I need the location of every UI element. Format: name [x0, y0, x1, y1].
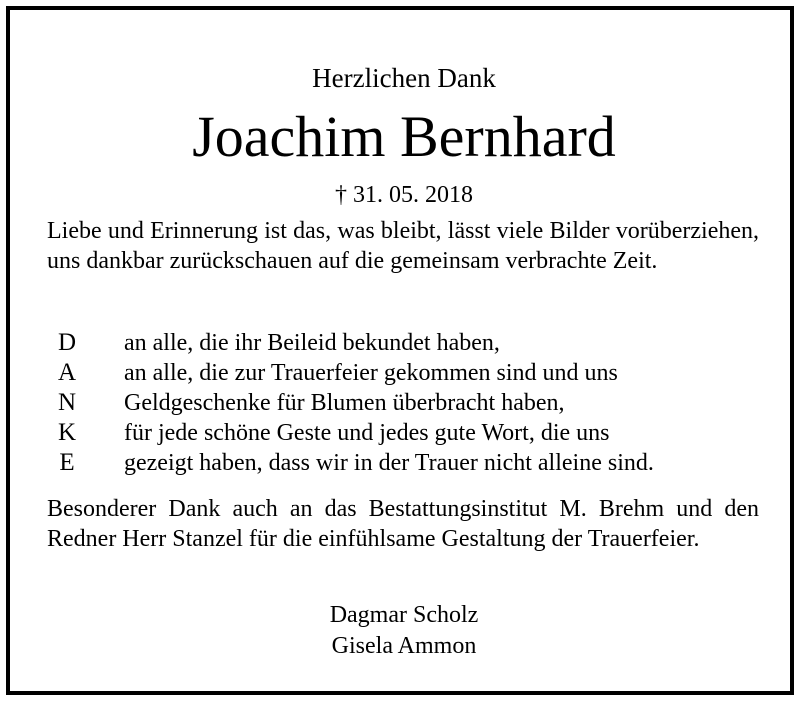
danke-letter: K	[57, 419, 77, 446]
signer-name: Dagmar Scholz	[329, 602, 479, 628]
danke-text: gezeigt haben, dass wir in der Trauer nicht alleine sind.	[124, 450, 654, 476]
special-thanks-paragraph: Besonderer Dank auch an das Bestattungsinstitut M. Brehm und den Redner Herr Stanzel für die einfühlsame Gestaltung der Trauerfeier.	[47, 496, 759, 552]
danke-letter: E	[59, 449, 75, 476]
notice-frame	[6, 6, 794, 695]
signatures	[10, 600, 798, 662]
danke-text: Geldgeschenke für Blumen überbracht haben,	[124, 390, 565, 416]
thanks-title: Herzlichen Dank	[312, 63, 496, 93]
danke-letter: N	[57, 389, 77, 416]
danke-row-k	[47, 418, 759, 448]
signer-name: Gisela Ammon	[331, 633, 477, 659]
deceased-name: Joachim Bernhard	[192, 104, 616, 169]
danke-row-a	[47, 358, 759, 388]
danke-row-e	[47, 448, 759, 478]
danke-row-n	[47, 388, 759, 418]
danke-text: für jede schöne Geste und jedes gute Wort, die uns	[124, 420, 610, 446]
danke-text: an alle, die zur Trauerfeier gekommen sind und uns	[124, 360, 618, 386]
danke-row-d	[47, 328, 759, 358]
danke-letter: D	[57, 329, 77, 356]
danke-letter: A	[57, 359, 77, 386]
danke-text: an alle, die ihr Beileid bekundet haben,	[124, 330, 500, 356]
death-date: † 31. 05. 2018	[335, 182, 473, 208]
intro-paragraph: Liebe und Erinnerung ist das, was bleibt, lässt viele Bilder vorüberziehen, uns dankbar zurückschauen auf die gemeinsam verbrachte Zeit.	[47, 218, 759, 274]
danke-list	[47, 328, 759, 478]
